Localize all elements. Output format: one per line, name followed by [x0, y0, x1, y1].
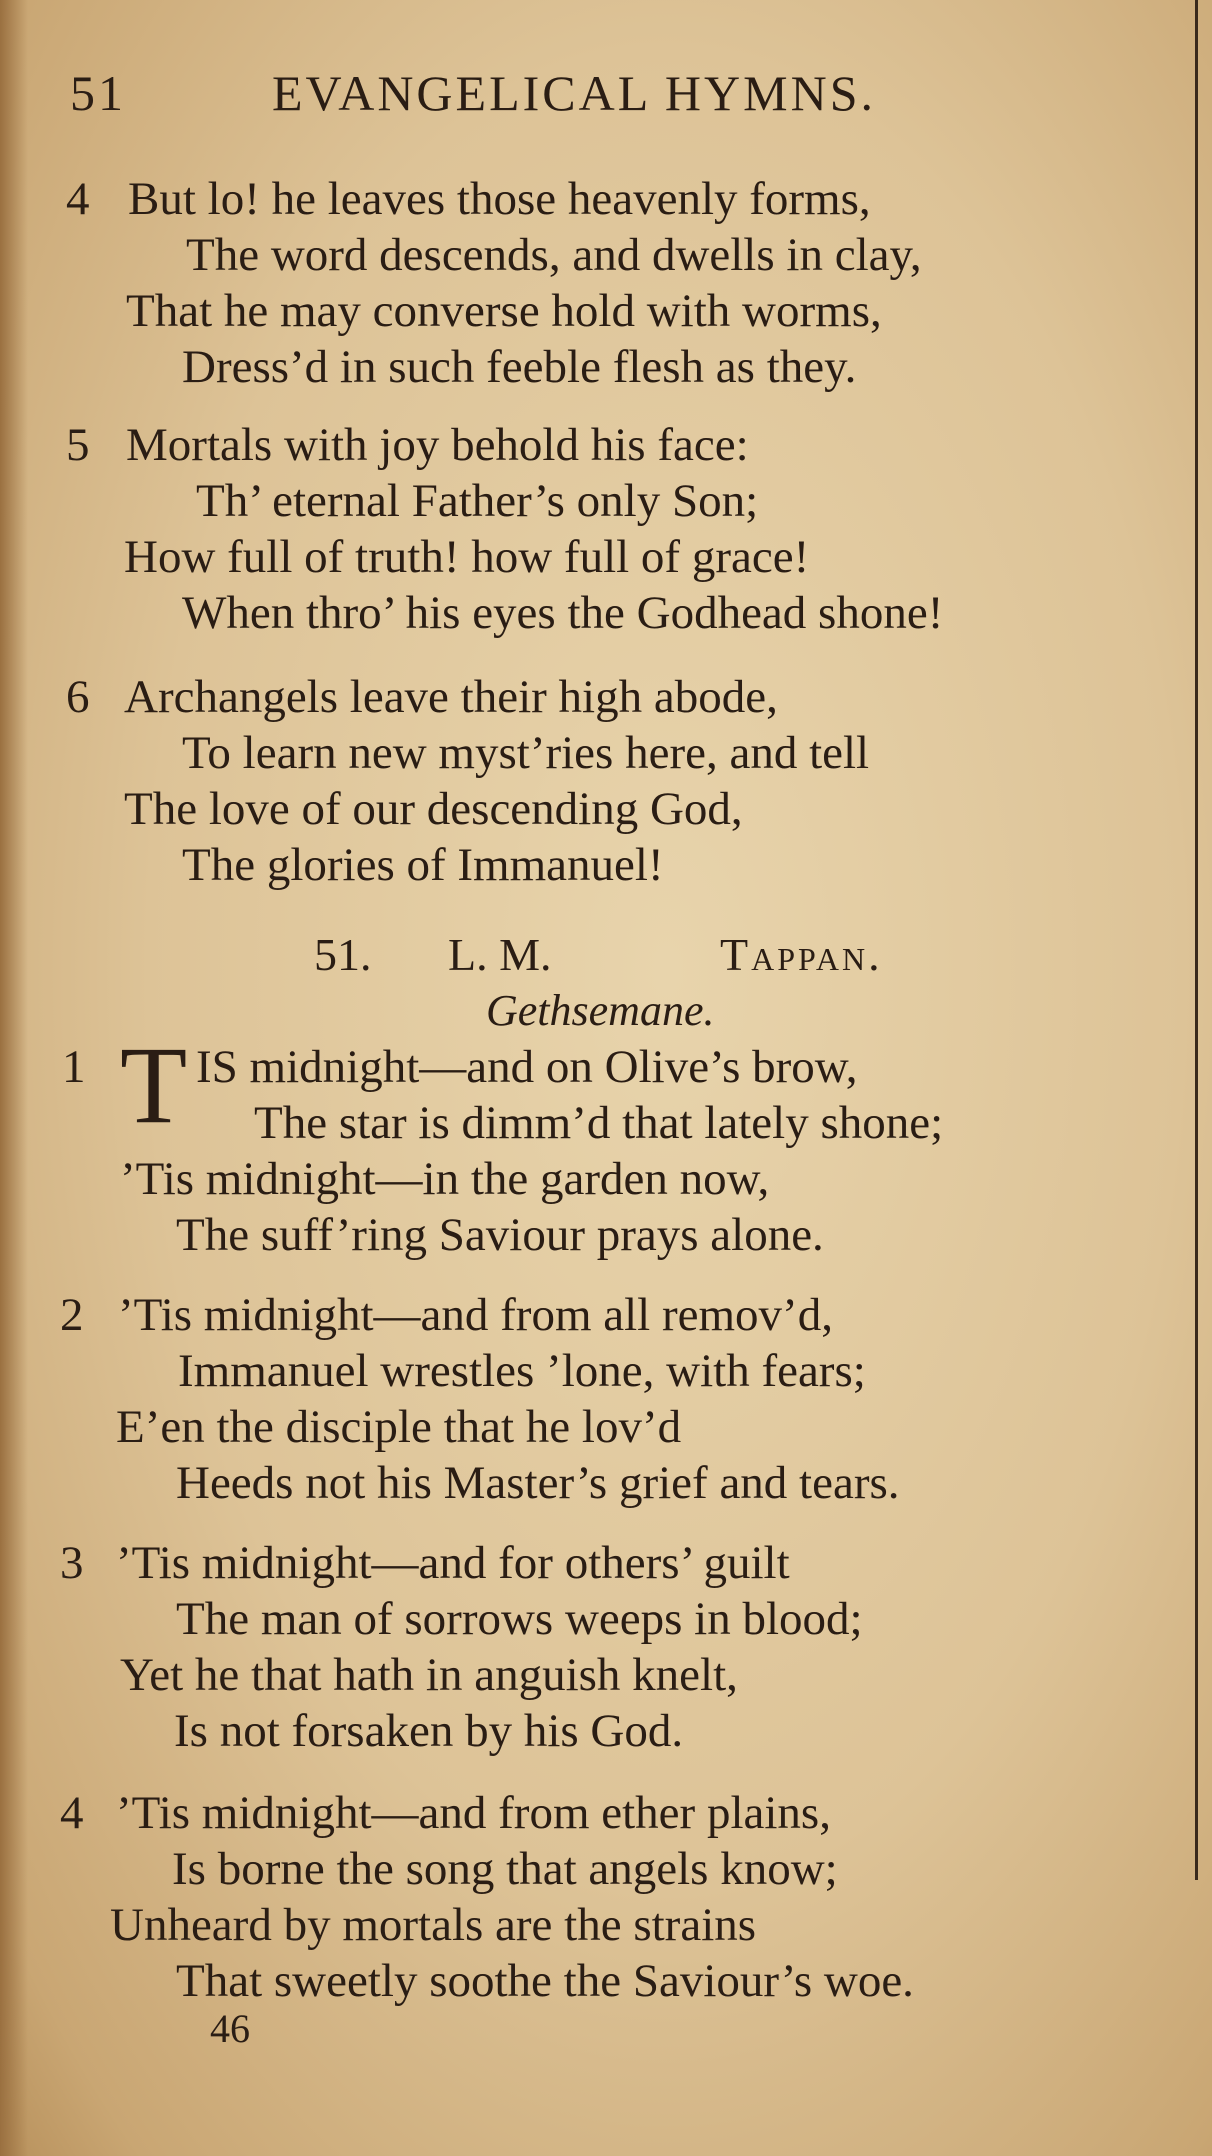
verse-line: That he may converse hold with worms,	[126, 285, 882, 337]
verse-line: E’en the disciple that he lov’d	[116, 1401, 682, 1453]
stanza-number: 6	[66, 671, 90, 723]
verse-line: How full of truth! how full of grace!	[124, 531, 810, 583]
verse-line: ’Tis midnight—in the garden now,	[120, 1153, 770, 1205]
verse-line: The glories of Immanuel!	[182, 839, 664, 891]
verse-line: The love of our descending God,	[124, 783, 743, 835]
verse-line: The star is dimm’d that lately shone;	[254, 1097, 944, 1149]
drop-cap: T	[120, 1024, 188, 1146]
stanza-number: 4	[66, 173, 90, 225]
stanza-number: 1	[62, 1041, 86, 1093]
verse-line: Yet he that hath in anguish knelt,	[120, 1649, 738, 1701]
verse-line: ’Tis midnight—and for others’ guilt	[116, 1537, 790, 1589]
hymn-subtitle: Gethsemane.	[486, 986, 715, 1035]
verse-line: ’Tis midnight—and from all remov’d,	[118, 1289, 833, 1341]
verse-line: ’Tis midnight—and from ether plains,	[116, 1787, 831, 1839]
verse-line: Archangels leave their high abode,	[124, 671, 778, 723]
page-number: 51	[70, 65, 126, 121]
running-title: EVANGELICAL HYMNS.	[272, 65, 876, 121]
verse-line: Is borne the song that angels know;	[172, 1843, 838, 1895]
signature-mark: 46	[210, 2006, 250, 2051]
verse-line: Immanuel wrestles ’lone, with fears;	[178, 1345, 866, 1397]
verse-line: Unheard by mortals are the strains	[110, 1899, 757, 1951]
verse-line: That sweetly soothe the Saviour’s woe.	[176, 1955, 914, 2007]
verse-line: Is not forsaken by his God.	[174, 1705, 684, 1757]
hymn-meter: L. M.	[448, 929, 552, 980]
verse-line: The word descends, and dwells in clay,	[186, 229, 922, 281]
verse-line: The suff’ring Saviour prays alone.	[176, 1209, 824, 1261]
verse-line: But lo! he leaves those heavenly forms,	[128, 173, 871, 225]
verse-line: Th’ eternal Father’s only Son;	[196, 475, 759, 527]
stanza-number: 2	[60, 1289, 84, 1341]
verse-line: When thro’ his eyes the Godhead shone!	[182, 587, 944, 639]
verse-line: Mortals with joy behold his face:	[126, 419, 749, 471]
page-left-edge-shadow	[0, 0, 28, 2156]
verse-line: To learn new myst’ries here, and tell	[182, 727, 870, 779]
verse-line: Dress’d in such feeble flesh as they.	[182, 341, 857, 393]
hymn-number: 51.	[314, 929, 372, 980]
stanza-number: 4	[60, 1787, 84, 1839]
verse-line: IS midnight—and on Olive’s brow,	[196, 1041, 858, 1093]
hymn-title	[0, 928, 1212, 988]
running-header	[70, 64, 1170, 134]
stanza-number: 5	[66, 419, 90, 471]
verse-line: Heeds not his Master’s grief and tears.	[176, 1457, 900, 1509]
stanza-number: 3	[60, 1537, 84, 1589]
verse-line: The man of sorrows weeps in blood;	[176, 1593, 863, 1645]
hymn-tune: Tappan.	[720, 929, 883, 980]
